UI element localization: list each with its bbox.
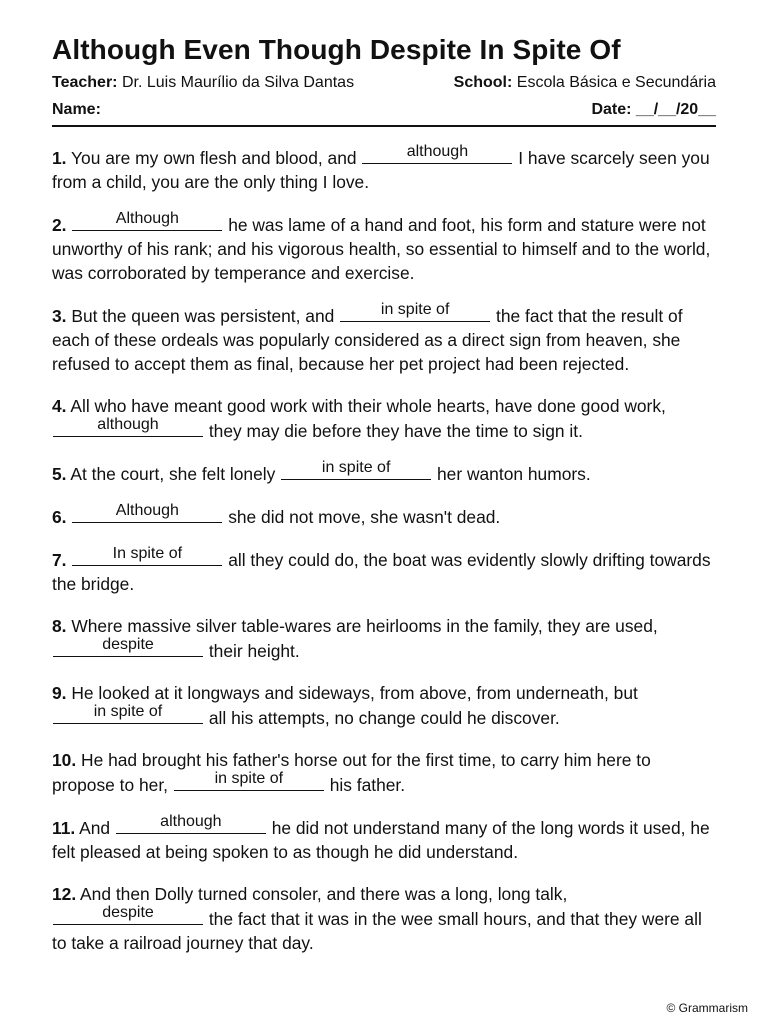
teacher-value: Dr. Luis Maurílio da Silva Dantas — [121, 74, 355, 91]
question-text-before — [67, 507, 72, 527]
answer-text: Although — [115, 210, 179, 227]
question-text-after: I have scarcely seen you from a child, you are the only thing I love. — [52, 148, 710, 192]
answer-blank[interactable] — [72, 212, 222, 231]
answer-text: in spite of — [93, 703, 163, 720]
answer-blank[interactable] — [340, 303, 490, 322]
question-number: 5. — [52, 464, 67, 484]
date-label: Date: — [591, 101, 632, 118]
worksheet-title: Although Even Though Despite In Spite Of — [52, 34, 621, 65]
question-text-before: But the queen was persistent, and — [66, 306, 340, 326]
question-text-before: All who have meant good work with their whole hearts, have done good work, — [66, 396, 666, 416]
question-text-after: they may die before they have the time to sign it. — [204, 421, 583, 441]
question-number: 3. — [52, 306, 67, 326]
question-item — [52, 547, 716, 596]
answer-text: although — [160, 813, 222, 830]
question-text-before: And — [75, 818, 115, 838]
question-text-before — [67, 550, 72, 570]
answer-text: In spite of — [112, 545, 183, 562]
name-date-row — [52, 100, 716, 127]
answer-text: Although — [115, 502, 179, 519]
question-text-after: the fact that it was in the wee small hours, and that they were all to take a railroad journey that day. — [52, 909, 702, 953]
question-item — [52, 145, 716, 194]
question-text-after: he did not understand many of the long words it used, he felt pleased at being spoken to as though he did understand. — [52, 818, 710, 862]
question-text-before: He had brought his father's horse out for the first time, to carry him here to propose to her, — [52, 750, 651, 795]
question-item — [52, 882, 716, 955]
answer-text: in spite of — [321, 459, 391, 476]
question-item — [52, 504, 716, 529]
question-text-before: And then Dolly turned consoler, and there was a long, long talk, — [76, 884, 568, 904]
question-number: 8. — [52, 616, 67, 636]
question-number: 9. — [52, 683, 67, 703]
question-text-after: he was lame of a hand and foot, his form and stature were not unworthy of his rank; and his vigorous health, so essential to himself and to the world, was corroborated by temperance and exercise. — [52, 215, 711, 283]
answer-text: in spite of — [380, 301, 450, 318]
teacher-label: Teacher: — [52, 74, 118, 91]
question-number: 1. — [52, 148, 67, 168]
question-number: 11. — [52, 818, 76, 838]
question-number: 4. — [52, 396, 67, 416]
question-number: 2. — [52, 215, 67, 235]
teacher-field — [52, 73, 354, 93]
question-number: 7. — [52, 550, 67, 570]
question-item — [52, 681, 716, 730]
question-item — [52, 614, 716, 663]
worksheet — [52, 0, 716, 955]
question-text-after: the fact that the result of each of these ordeals was popularly considered as a direct sign from heaven, she refused to accept them as final, because her pet project had been rejected. — [52, 306, 683, 374]
answer-text: in spite of — [214, 770, 284, 787]
question-text-after: their height. — [204, 641, 300, 661]
date-field — [591, 100, 716, 120]
copyright-footer: © Grammarism — [666, 1001, 748, 1015]
question-number: 6. — [52, 507, 67, 527]
date-value: __/__/20__ — [635, 101, 716, 118]
question-text-after: all they could do, the boat was evidently slowly drifting towards the bridge. — [52, 550, 711, 594]
answer-blank[interactable] — [72, 504, 222, 523]
question-number: 12. — [52, 884, 77, 904]
question-item — [52, 212, 716, 285]
question-item — [52, 461, 716, 486]
question-text-after: she did not move, she wasn't dead. — [223, 507, 501, 527]
question-text-before — [67, 215, 72, 235]
question-number: 10. — [52, 750, 77, 770]
answer-blank[interactable] — [72, 547, 222, 566]
question-list — [52, 145, 716, 955]
answer-blank[interactable] — [53, 705, 203, 724]
answer-blank[interactable] — [53, 418, 203, 437]
answer-blank[interactable] — [281, 461, 431, 480]
answer-text: although — [97, 416, 159, 433]
question-text-after: all his attempts, no change could he discover. — [204, 708, 560, 728]
question-item — [52, 815, 716, 864]
question-text-before: Where massive silver table-wares are heirlooms in the family, they are used, — [66, 616, 658, 636]
question-item — [52, 394, 716, 443]
question-text-before: At the court, she felt lonely — [66, 464, 281, 484]
name-label: Name: — [52, 101, 101, 118]
question-item — [52, 303, 716, 376]
question-text-after: his father. — [324, 775, 406, 795]
question-item — [52, 748, 716, 797]
answer-text: despite — [102, 904, 154, 921]
answer-text: although — [406, 143, 469, 160]
answer-blank[interactable] — [362, 145, 512, 164]
question-text-before: You are my own flesh and blood, and — [66, 148, 362, 168]
school-value: Escola Básica e Secundária — [516, 74, 716, 91]
answer-text: despite — [102, 636, 154, 653]
answer-blank[interactable] — [116, 815, 266, 834]
question-text-before: He looked at it longways and sideways, from above, from underneath, but — [66, 683, 638, 703]
answer-blank[interactable] — [53, 638, 203, 657]
teacher-school-row — [52, 73, 716, 93]
question-text-after: her wanton humors. — [432, 464, 591, 484]
school-field — [454, 73, 716, 93]
school-label: School: — [453, 74, 513, 91]
answer-blank[interactable] — [174, 772, 324, 791]
answer-blank[interactable] — [53, 906, 203, 925]
